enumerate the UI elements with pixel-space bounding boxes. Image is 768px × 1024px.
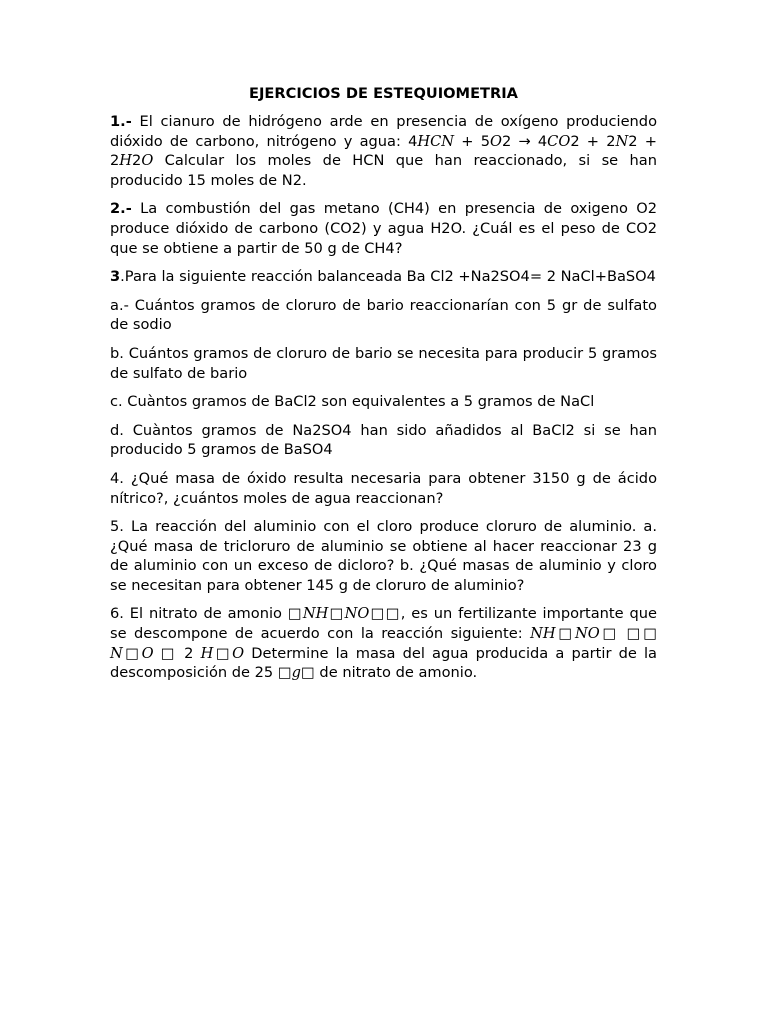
- exercise-5: 5. La reacción del aluminio con el cloro produce cloruro de aluminio. a. ¿Qué masa de tricloruro de aluminio se obtiene al hacer reaccionar 23 g de aluminio con un exceso de dicloro? b. ¿Qué masas de aluminio y cloro se necesitan para obtener 145 g de cloruro de aluminio?: [110, 518, 657, 594]
- exercise-6-text-e: de nitrato de amonio.: [314, 664, 478, 682]
- missing-glyph: □: [160, 644, 178, 662]
- missing-glyph: □: [599, 625, 620, 643]
- formula-g: g: [291, 664, 301, 682]
- exercise-2: [110, 199, 657, 258]
- formula-no: NO: [344, 605, 370, 623]
- formula-o: O: [490, 132, 502, 150]
- exercise-6-text-d: Determine la masa del agua producida a partir de la descomposición de 25: [110, 644, 657, 682]
- formula-hcn: HCN: [417, 132, 455, 150]
- missing-glyph: □: [385, 605, 401, 623]
- document-title: EJERCICIOS DE ESTEQUIOMETRIA: [249, 85, 518, 102]
- formula-no-2: NO: [575, 625, 600, 643]
- formula-nh: NH: [302, 605, 329, 623]
- exercise-3: [110, 267, 657, 287]
- exercise-2-number: 2.-: [110, 200, 132, 218]
- missing-glyph: □: [555, 625, 576, 643]
- formula-co: CO: [547, 132, 571, 150]
- formula-n2o-o: O: [141, 644, 154, 662]
- exercise-3-number: 3: [110, 268, 121, 286]
- missing-glyph: □: [287, 605, 303, 623]
- exercise-1-text-g: Calcular los moles de HCN que han reaccionado, si se han producido 15 moles de N2.: [110, 152, 657, 189]
- missing-glyph: □: [122, 644, 142, 662]
- exercise-6-text-c: 2: [177, 644, 201, 662]
- formula-h2o-h: H: [200, 644, 214, 662]
- exercise-3a: a.- Cuántos gramos de cloruro de bario reaccionarían con 5 gr de sulfato de sodio: [110, 296, 657, 334]
- exercise-3d: d. Cuàntos gramos de Na2SO4 han sido añadidos al BaCl2 si se han producido 5 gramos de BaSO4: [110, 421, 657, 459]
- exercise-3-text: .Para la siguiente reacción balanceada Ba Cl2 +Na2SO4= 2 NaCl+BaSO4: [120, 268, 656, 286]
- exercise-6: [110, 604, 657, 682]
- exercise-1-text-e: 2 + 2: [110, 132, 658, 170]
- exercise-1-text-b: + 5: [454, 132, 490, 150]
- formula-nh-2: NH: [530, 625, 556, 643]
- formula-h2o-o: O: [232, 644, 245, 662]
- exercise-1-number: 1.-: [110, 113, 132, 130]
- missing-glyph: □: [213, 644, 233, 662]
- missing-glyph: □: [626, 625, 644, 643]
- formula-n2o-n: N: [110, 644, 123, 662]
- missing-glyph: □: [301, 664, 315, 682]
- exercise-1-text-a: El cianuro de hidrógeno arde en presencia de oxígeno produciendo dióxido de carbono, nitrógeno y agua: 4: [110, 113, 657, 150]
- formula-n: N: [615, 132, 629, 150]
- document-body: [110, 84, 657, 692]
- missing-glyph: □: [369, 605, 386, 623]
- exercise-4: 4. ¿Qué masa de óxido resulta necesaria para obtener 3150 g de ácido nítrico?, ¿cuántos moles de agua reaccionan?: [110, 469, 657, 507]
- formula-h: H: [119, 152, 133, 170]
- missing-glyph: □: [277, 664, 292, 682]
- exercise-3b: b. Cuántos gramos de cloruro de bario se necesita para producir 5 gramos de sulfato de bario: [110, 344, 657, 382]
- exercise-3c: c. Cuàntos gramos de BaCl2 son equivalentes a 5 gramos de NaCl: [110, 393, 595, 411]
- exercise-2-text: La combustión del gas metano (CH4) en presencia de oxigeno O2 produce dióxido de carbono (CO2) y agua H2O. ¿Cuál es el peso de CO2 que se obtiene a partir de 50 g de CH4?: [110, 200, 657, 257]
- exercise-1: [110, 112, 657, 190]
- exercise-1-text-f: 2: [132, 152, 142, 170]
- exercise-1-text-c: 2 → 4: [501, 132, 548, 150]
- missing-glyph: □: [328, 605, 345, 623]
- missing-glyph: □: [643, 625, 658, 643]
- exercise-1-text-d: 2 + 2: [570, 132, 616, 150]
- formula-o-water: O: [141, 152, 154, 170]
- exercise-6-text-b: , es un fertilizante importante que se descompone de acuerdo con la reacción siguiente:: [110, 605, 658, 643]
- exercise-6-text-a: 6. El nitrato de amonio: [110, 605, 288, 623]
